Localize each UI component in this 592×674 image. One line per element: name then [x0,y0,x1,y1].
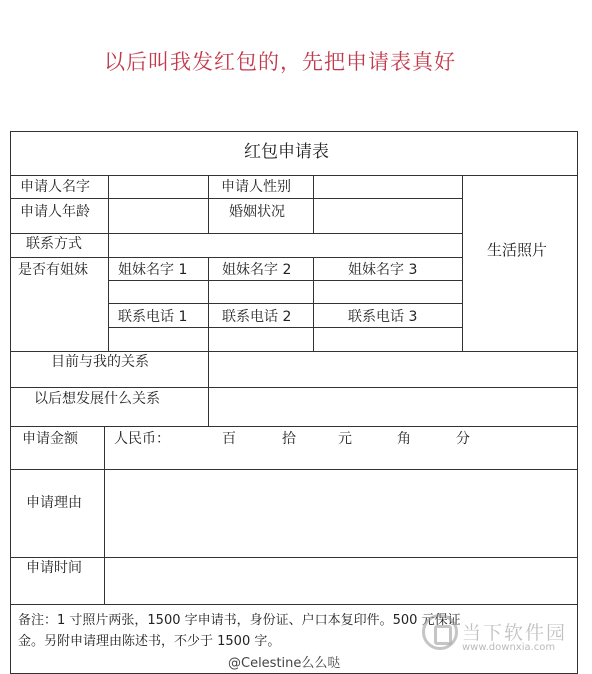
grid-line [10,233,462,234]
grid-line [313,175,314,233]
amount-label: 申请金额 [22,431,78,447]
grid-line [10,387,578,388]
grid-line [108,257,109,351]
sister-name-2-label: 姐妹名字 2 [222,262,292,278]
grid-line [10,604,578,605]
sister-phone-3-label: 联系电话 3 [348,309,418,325]
grid-line [108,303,462,304]
grid-line [10,351,578,352]
sister-name-3-label: 姐妹名字 3 [348,262,418,278]
amount-currency: 人民币： [114,431,170,447]
has-sisters-label: 是否有姐妹 [18,262,88,278]
marital-status-label: 婚姻状况 [229,204,285,220]
life-photo-label: 生活照片 [487,241,548,259]
grid-line [108,280,462,281]
applicant-gender-label: 申请人性别 [221,179,291,195]
grid-line [108,327,462,328]
contact-label: 联系方式 [26,236,82,252]
note-line-2: 金。另附申请理由陈述书，不少于 1500 字。 [18,634,281,649]
reason-label: 申请理由 [26,495,82,511]
grid-line [208,351,209,426]
form-title: 红包申请表 [244,142,329,162]
grid-line [10,198,462,199]
sister-phone-2-label: 联系电话 2 [222,309,292,325]
current-relation-label: 目前与我的关系 [51,354,149,370]
page-headline: 以后叫我发红包的，先把申请表真好 [104,50,456,74]
grid-line [313,257,314,351]
amount-unit-yuan: 元 [338,431,352,447]
site-logo-name: 当下软件园 [462,622,568,644]
time-label: 申请时间 [26,560,82,576]
grid-line [462,175,463,351]
grid-line [10,257,462,258]
grid-line [104,426,105,604]
future-relation-label: 以后想发展什么关系 [34,391,160,407]
sister-phone-1-label: 联系电话 1 [118,309,188,325]
amount-unit-hundred: 百 [222,431,236,447]
grid-line [108,175,109,233]
grid-line [208,257,209,351]
grid-line [10,175,578,176]
grid-line [208,175,209,233]
note-line-1: 备注：1 寸照片两张，1500 字申请书，身份证、户口本复印件。500 元保证 [18,613,461,628]
grid-line [10,557,578,558]
grid-line [10,426,578,427]
weibo-watermark: @Celestine么么哒 [228,656,341,671]
amount-unit-jiao: 角 [397,431,411,447]
site-logo-url: www.downxia.com [462,642,556,653]
amount-unit-fen: 分 [456,431,470,447]
amount-unit-ten: 拾 [282,431,296,447]
applicant-age-label: 申请人年龄 [20,204,90,220]
grid-line [10,469,578,470]
sister-name-1-label: 姐妹名字 1 [118,262,188,278]
grid-line [108,233,109,257]
site-logo-icon [422,614,458,650]
applicant-name-label: 申请人名字 [20,179,90,195]
